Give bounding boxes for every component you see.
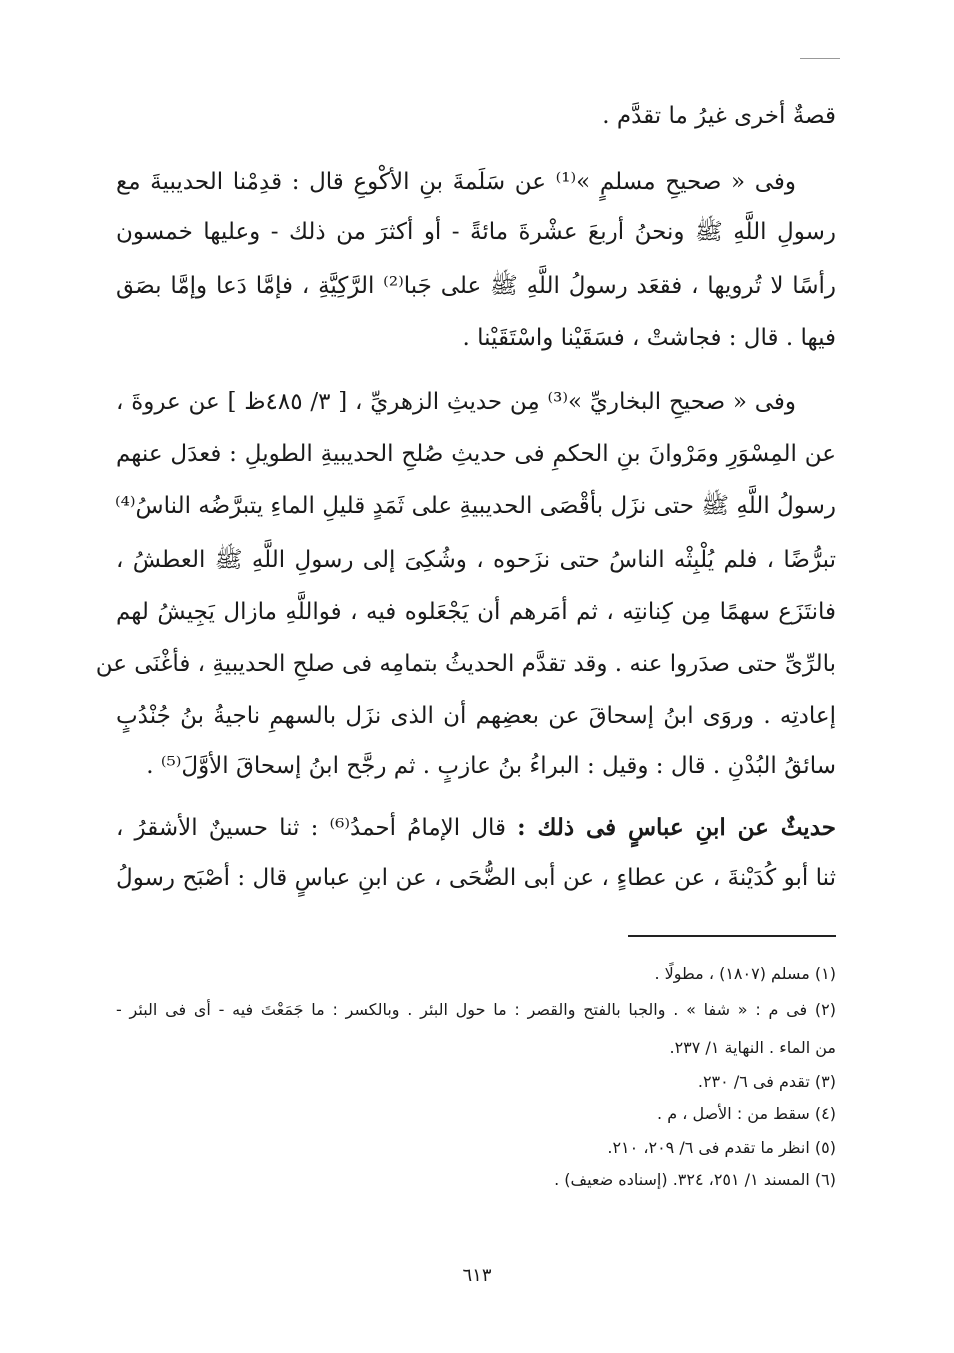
footnote: من الماء . النهاية ١/ ٢٣٧.: [669, 1038, 836, 1057]
footnote: (١) مسلم (١٨٠٧) ، مطولًا .: [654, 964, 836, 983]
paragraph-line: ثنا أبو كُدَيْنةَ ، عن عطاءٍ ، عن أبى الضُّحَى ، عن ابنِ عباسٍ قال : أصْبَح رسولُ: [116, 865, 836, 891]
footnote: (٦) المسند ١/ ٢٥١، ٣٢٤. (إسناده ضعيف) .: [554, 1170, 836, 1189]
paragraph-line: تبرُّضًا ، فلم يُلْبِثْه الناسُ حتى نزَحوه ، وشُكِىَ إلى رسولِ اللَّهِ ﷺ العطشُ ،: [116, 547, 836, 573]
section-heading-rest: قال الإمامُ أحمدُ⁽⁶⁾ : ثنا حسينٌ الأشقرُ ،: [116, 815, 518, 841]
paragraph-line: فانتَزَع سهمًا مِن كِنانتِه ، ثم أمَرهم أن يَجْعَلوه فيه ، فواللَّهِ مازال يَجِيشُ لهم: [116, 599, 836, 625]
section-heading: حديثٌ عن ابنِ عباسٍ فى ذلك :: [517, 814, 836, 841]
paragraph-line: بالرِّىِّ حتى صدَروا عنه . وقد تقدَّم الحديثُ بتمامِه فى صلحِ الحديبيةِ ، فأغْنَى عن: [95, 651, 836, 677]
paragraph-line: عن المِسْوَرِ ومَرْوانَ بنِ الحكمِ فى حديثِ صُلحِ الحديبيةِ الطويلِ : فعدَل عنهم: [116, 441, 836, 467]
page-number: ٦١٣: [462, 1265, 492, 1286]
section-heading-line: [116, 806, 836, 850]
paragraph-line: وفى « صحيحِ مسلمٍ »⁽¹⁾ عن سَلَمةَ بنِ الأكْوعِ قال : قدِمْنا الحديبيةَ مع: [116, 169, 796, 195]
footnote: (٢) فى م : « شفا » . والجبا بالفتح والقصر : ما حول البئر . وبالكسر : ما جَمَعْتَ فيه - أى فى البئر -: [116, 1000, 836, 1019]
paragraph-line: فيها . قال : فجاشتْ ، فسَقَيْنا واسْتَقَيْنا .: [462, 325, 836, 351]
paragraph-line: قصةٌ أخرى غيرُ ما تقدَّم .: [602, 103, 836, 129]
paragraph-line: رسولُ اللَّهِ ﷺ حتى نزَل بأقْصَى الحديبيةِ على ثَمَدٍ قليلِ الماءِ يتبرَّضُه الناسُ⁽⁴⁾: [115, 493, 836, 519]
paragraph-line: وفى « صحيحِ البخاريِّ »⁽³⁾ مِن حديثِ الزهريِّ ، [ ٣/ ٤٨٥ظ ] عن عروةَ ،: [116, 389, 797, 415]
corner-mark: [800, 58, 840, 59]
footnote-separator: [628, 935, 836, 937]
paragraph-line: سائقُ البُدْنِ . قال : وقيل : البراءُ بنُ عازبٍ . ثم رجَّح ابنُ إسحاقَ الأوَّلَ⁽⁵⁾ .: [146, 753, 836, 779]
footnote: (٤) سقط من : الأصل ، م .: [657, 1104, 836, 1123]
paragraph-line: إعادتِه . وروَى ابنُ إسحاقَ عن بعضِهم أن الذى نزَل بالسهمِ ناجيةُ بنُ جُنْدُبٍ: [116, 703, 836, 729]
paragraph-line: رسولِ اللَّهِ ﷺ ونحنُ أربعَ عشْرةَ مائةً - أو أكثرَ من ذلك - وعليها خمسون: [116, 219, 836, 245]
footnote: (٥) انظر ما تقدم فى ٦/ ٢٠٩، ٢١٠.: [607, 1138, 836, 1157]
footnote: (٣) تقدم فى ٦/ ٢٣٠.: [697, 1072, 836, 1091]
paragraph-line: رأسًا لا تُرويها ، فقعَد رسولُ اللَّهِ ﷺ على جَبا⁽²⁾ الرَّكِيَّةِ ، فإمَّا دَعا وإمَّا بصَق: [116, 273, 837, 299]
